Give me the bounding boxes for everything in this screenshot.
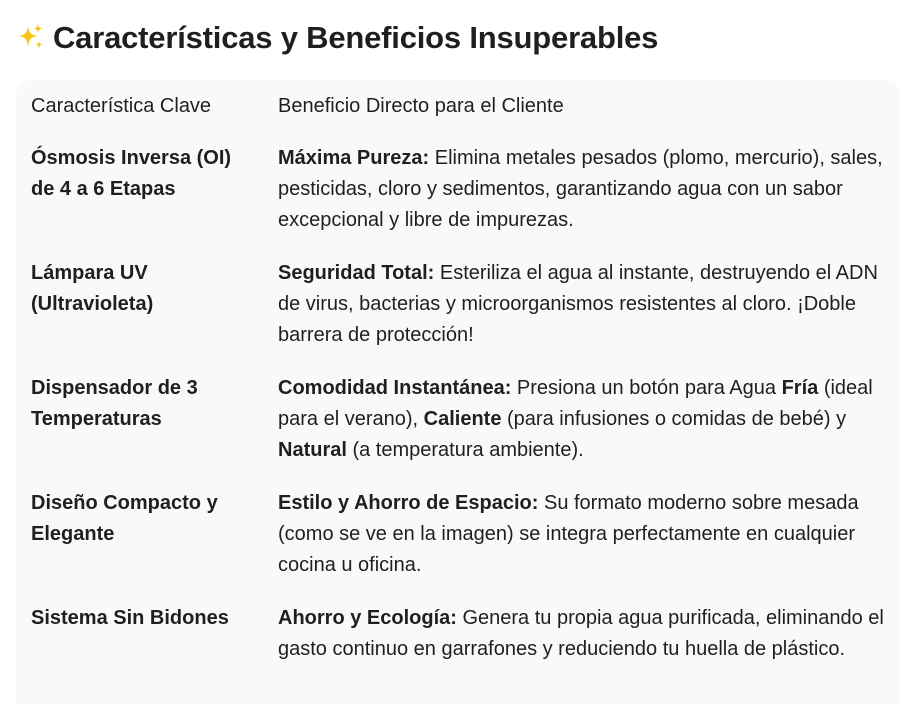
feature-cell: Lámpara UV (Ultravioleta) bbox=[31, 262, 154, 315]
benefit-text: Su formato moderno sobre mesada (como se ve en la imagen) se integra perfectamente en cualquier cocina u oficina. bbox=[278, 492, 859, 576]
benefit-text: Genera tu propia agua purificada, eliminando el gasto continuo en garrafones y reduciendo tu huella de plástico. bbox=[278, 607, 884, 660]
feature-cell: Diseño Compacto y Elegante bbox=[31, 492, 218, 545]
sparkles-icon bbox=[17, 23, 45, 51]
benefit-emphasis: Fría bbox=[781, 377, 819, 399]
section-heading-text: Características y Beneficios Insuperables bbox=[53, 20, 659, 55]
table-row bbox=[16, 132, 900, 247]
section-heading bbox=[17, 18, 658, 58]
column-header-benefit: Beneficio Directo para el Cliente bbox=[278, 95, 564, 117]
table-row bbox=[16, 592, 900, 676]
benefit-text: Esteriliza el agua al instante, destruyendo el ADN de virus, bacterias y microorganismos resistentes al cloro. ¡Doble barrera de protección! bbox=[278, 262, 878, 346]
benefit-cell bbox=[263, 132, 900, 247]
benefit-title: Máxima Pureza: bbox=[278, 147, 430, 169]
benefit-text: Elimina metales pesados (plomo, mercurio), sales, pesticidas, cloro y sedimentos, garantizando agua con un sabor excepcional y libre de impurezas. bbox=[278, 147, 883, 231]
benefit-cell bbox=[263, 362, 900, 477]
column-header-feature: Característica Clave bbox=[31, 95, 212, 117]
table-row bbox=[16, 362, 900, 477]
table-header-row bbox=[16, 80, 900, 132]
benefit-title: Ahorro y Ecología: bbox=[278, 607, 457, 629]
benefit-emphasis: Natural bbox=[278, 439, 347, 461]
benefit-title: Comodidad Instantánea: bbox=[278, 377, 512, 399]
benefit-text: Presiona un botón para Agua bbox=[511, 377, 782, 399]
benefit-text: (a temperatura ambiente). bbox=[346, 439, 584, 461]
feature-cell: Ósmosis Inversa (OI) de 4 a 6 Etapas bbox=[31, 147, 232, 200]
benefit-text: (para infusiones o comidas de bebé) y bbox=[501, 408, 847, 430]
benefit-emphasis: Caliente bbox=[423, 408, 502, 430]
features-table bbox=[16, 80, 900, 676]
features-table-card bbox=[16, 80, 900, 704]
feature-cell: Dispensador de 3 Temperaturas bbox=[31, 377, 198, 430]
feature-cell: Sistema Sin Bidones bbox=[31, 607, 229, 629]
benefit-title: Seguridad Total: bbox=[278, 262, 435, 284]
table-row bbox=[16, 477, 900, 592]
benefit-text: (ideal para el verano), bbox=[278, 377, 873, 430]
benefit-title: Estilo y Ahorro de Espacio: bbox=[278, 492, 539, 514]
benefit-cell bbox=[263, 592, 900, 676]
table-row bbox=[16, 247, 900, 362]
benefit-cell bbox=[263, 247, 900, 362]
benefit-cell bbox=[263, 477, 900, 592]
